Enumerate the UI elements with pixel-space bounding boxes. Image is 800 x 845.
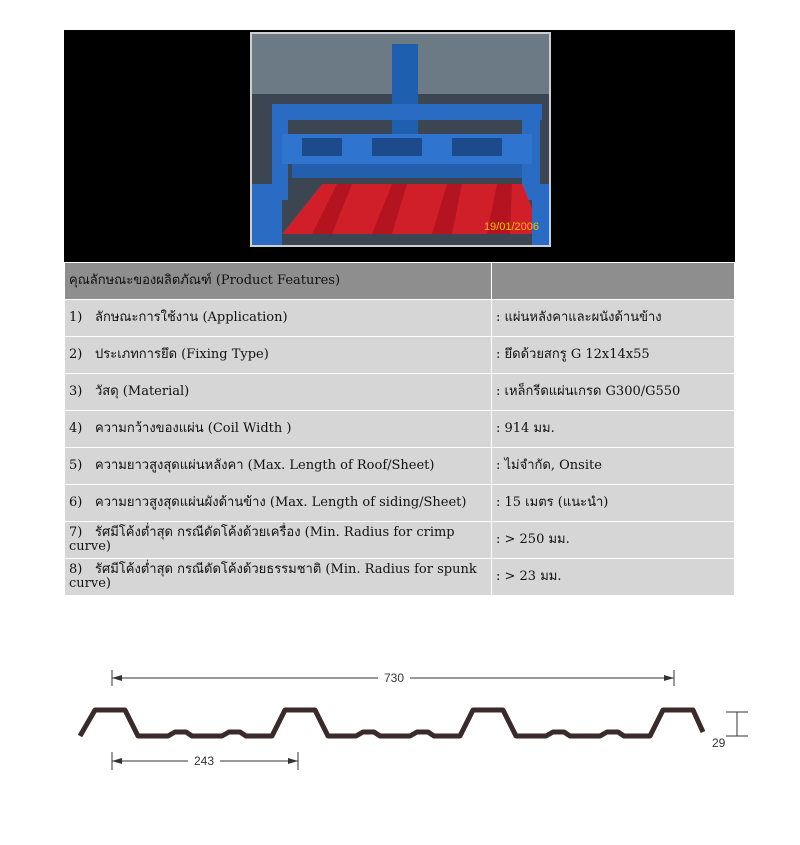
row-value: : 15 เมตร (แนะนำ) <box>492 485 735 522</box>
table-row <box>65 411 735 448</box>
row-label: ความยาวสูงสุดแผ่นผังด้านข้าง (Max. Length of siding/Sheet) <box>95 495 467 510</box>
arrow-right-icon <box>664 675 674 681</box>
table-row <box>65 337 735 374</box>
row-value: : ยึดด้วยสกรู G 12x14x55 <box>492 337 735 374</box>
table-row <box>65 448 735 485</box>
row-value: : ไม่จำกัด, Onsite <box>492 448 735 485</box>
rib-pitch-label: 243 <box>193 754 215 768</box>
row-number: 7) <box>69 525 83 540</box>
table-header: คุณลักษณะของผลิตภัณฑ์ (Product Features) <box>65 263 492 300</box>
row-value: : 914 มม. <box>492 411 735 448</box>
row-label: ประเภทการยึด (Fixing Type) <box>95 347 269 362</box>
arrow-left-icon <box>112 758 122 764</box>
row-number: 2) <box>69 347 83 362</box>
row-number: 8) <box>69 562 83 577</box>
row-number: 5) <box>69 458 83 473</box>
row-label: รัศมีโค้งต่ำสุด กรณีดัดโค้งด้วยธรรมชาติ (Min. Radius for spunk curve) <box>69 562 477 591</box>
overall-width-label: 730 <box>383 671 405 685</box>
table-row <box>65 485 735 522</box>
row-label: รัศมีโค้งต่ำสุด กรณีดัดโค้งด้วยเครื่อง (Min. Radius for crimp curve) <box>69 525 455 554</box>
product-features-table <box>64 262 735 596</box>
row-label: ความกว้างของแผ่น (Coil Width ) <box>95 421 292 436</box>
row-value: : แผ่นหลังคาและผนังด้านข้าง <box>492 300 735 337</box>
row-number: 6) <box>69 495 83 510</box>
arrow-right-icon <box>288 758 298 764</box>
photo-band <box>64 30 735 262</box>
sheet-profile-diagram <box>0 640 800 840</box>
roll-forming-machine-image <box>252 34 549 245</box>
row-value: : > 23 มม. <box>492 559 735 596</box>
rib-height-label: 29 <box>712 736 726 750</box>
row-label: ความยาวสูงสุดแผ่นหลังคา (Max. Length of Roof/Sheet) <box>95 458 435 473</box>
table-row <box>65 522 735 559</box>
row-number: 3) <box>69 384 83 399</box>
date-stamp: 19/01/2006 <box>483 221 539 233</box>
table-row <box>65 559 735 596</box>
table-row <box>65 374 735 411</box>
row-label: วัสดุ (Material) <box>95 384 190 399</box>
table-header-empty <box>492 263 735 300</box>
row-number: 1) <box>69 310 83 325</box>
arrow-left-icon <box>112 675 122 681</box>
machine-photo <box>250 32 551 247</box>
table-header-row <box>65 263 735 300</box>
row-value: : > 250 มม. <box>492 522 735 559</box>
row-number: 4) <box>69 421 83 436</box>
row-value: : เหล็กรีดแผ่นเกรด G300/G550 <box>492 374 735 411</box>
table-row <box>65 300 735 337</box>
sheet-profile-line <box>80 710 703 736</box>
row-label: ลักษณะการใช้งาน (Application) <box>95 310 288 325</box>
